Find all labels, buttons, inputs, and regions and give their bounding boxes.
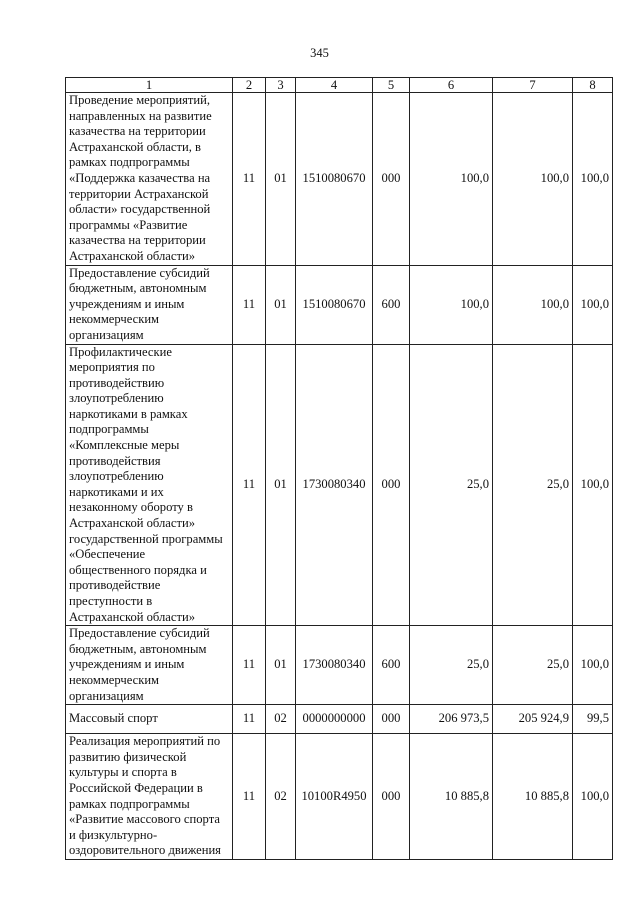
planned-amount: 25,0: [410, 626, 493, 705]
planned-amount: 206 973,5: [410, 705, 493, 734]
expense-type-code: 600: [373, 626, 410, 705]
target-article-code: 1510080670: [296, 265, 373, 344]
subsection-code: 02: [266, 705, 296, 734]
expense-type-code: 000: [373, 734, 410, 860]
table-row: [66, 705, 613, 734]
target-article-code: 0000000000: [296, 705, 373, 734]
execution-percent: 100,0: [573, 344, 613, 626]
section-code: 11: [233, 265, 266, 344]
actual-amount: 25,0: [493, 344, 573, 626]
execution-percent: 100,0: [573, 93, 613, 266]
section-code: 11: [233, 705, 266, 734]
actual-amount: 25,0: [493, 626, 573, 705]
table-row: [66, 626, 613, 705]
expense-type-code: 000: [373, 93, 410, 266]
subsection-code: 01: [266, 344, 296, 626]
table-row: [66, 93, 613, 266]
planned-amount: 100,0: [410, 265, 493, 344]
table-row: [66, 265, 613, 344]
target-article-code: 10100R4950: [296, 734, 373, 860]
row-name: Массовый спорт: [66, 705, 233, 734]
execution-percent: 100,0: [573, 626, 613, 705]
table-row: [66, 344, 613, 626]
target-article-code: 1730080340: [296, 344, 373, 626]
actual-amount: 10 885,8: [493, 734, 573, 860]
section-code: 11: [233, 93, 266, 266]
actual-amount: 205 924,9: [493, 705, 573, 734]
header-cell-1: 1: [66, 78, 233, 93]
header-cell-8: 8: [573, 78, 613, 93]
row-name: Предоставление субсидий бюджетным, автономным учреждениям и иным некоммерческим организациям: [66, 265, 233, 344]
subsection-code: 01: [266, 626, 296, 705]
expense-type-code: 000: [373, 344, 410, 626]
table-row: [66, 734, 613, 860]
planned-amount: 25,0: [410, 344, 493, 626]
planned-amount: 10 885,8: [410, 734, 493, 860]
page-number: 345: [310, 46, 329, 60]
header-cell-3: 3: [266, 78, 296, 93]
expense-type-code: 000: [373, 705, 410, 734]
target-article-code: 1730080340: [296, 626, 373, 705]
section-code: 11: [233, 344, 266, 626]
subsection-code: 01: [266, 93, 296, 266]
budget-table: [65, 77, 613, 860]
header-cell-6: 6: [410, 78, 493, 93]
execution-percent: 100,0: [573, 265, 613, 344]
section-code: 11: [233, 734, 266, 860]
header-cell-7: 7: [493, 78, 573, 93]
target-article-code: 1510080670: [296, 93, 373, 266]
row-name: Предоставление субсидий бюджетным, автономным учреждениям и иным некоммерческим организациям: [66, 626, 233, 705]
header-row: [66, 78, 613, 93]
execution-percent: 100,0: [573, 734, 613, 860]
expense-type-code: 600: [373, 265, 410, 344]
subsection-code: 02: [266, 734, 296, 860]
header-cell-4: 4: [296, 78, 373, 93]
subsection-code: 01: [266, 265, 296, 344]
planned-amount: 100,0: [410, 93, 493, 266]
execution-percent: 99,5: [573, 705, 613, 734]
section-code: 11: [233, 626, 266, 705]
header-cell-5: 5: [373, 78, 410, 93]
actual-amount: 100,0: [493, 265, 573, 344]
actual-amount: 100,0: [493, 93, 573, 266]
row-name: Профилактические мероприятия по противодействию злоупотреблению наркотиками в рамках подпрограммы «Комплексные меры противодействия злоупотреблению наркотиками и их незаконному обороту в Астраханской области» государственной программы «Обеспечение общественного порядка и противодействие преступности в Астраханской области»: [66, 344, 233, 626]
header-cell-2: 2: [233, 78, 266, 93]
row-name: Реализация мероприятий по развитию физической культуры и спорта в Российской Федерации в рамках подпрограммы «Развитие массового спорта и физкультурно-оздоровительного движения: [66, 734, 233, 860]
row-name: Проведение мероприятий, направленных на развитие казачества на территории Астраханской области, в рамках подпрограммы «Поддержка казачества на территории Астраханской области» государственной программы «Развитие казачества на территории Астраханской области»: [66, 93, 233, 266]
